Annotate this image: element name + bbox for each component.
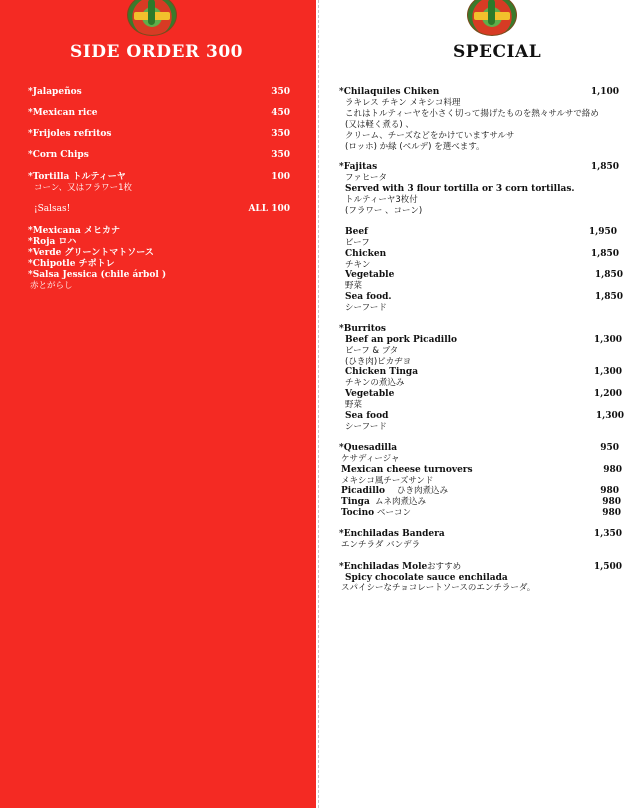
quesadilla-name: *Quesadilla (339, 443, 398, 453)
quesadilla-sub: ケサディージャ (341, 454, 400, 464)
chilaquiles-line: クリーム、チーズなどをかけていますサルサ (345, 131, 515, 141)
restaurant-logo-icon (127, 0, 177, 36)
burritos-seafood: Sea food (345, 411, 389, 421)
quesadilla-turnovers: Mexican cheese turnovers (341, 465, 473, 475)
enchiladas-bandera-price: 1,350 (593, 529, 622, 539)
fajitas-sub: ファヒータ (345, 173, 387, 183)
burritos-tinga-price: 1,300 (593, 367, 622, 377)
chips-price: 350 (271, 150, 290, 160)
jalapenos-name: *Jalapeños (28, 87, 82, 97)
chilaquiles-line: ラキレス チキン メキシコ料理 (345, 98, 461, 108)
side-order-panel (0, 0, 316, 808)
salsa-roja: *Roja ロハ (28, 237, 77, 247)
special-title: SPECIAL (453, 42, 542, 62)
quesadilla-picadillo-price: 980 (600, 486, 619, 496)
burritos-vegetable: Vegetable (345, 389, 395, 399)
fajitas-desc: Served with 3 flour tortilla or 3 corn tortillas. (345, 184, 575, 194)
fajitas-chicken-jp: チキン (345, 260, 371, 270)
tortilla-sub: コーン、又はフラワー1枚 (34, 183, 133, 193)
enchiladas-mole-sub: スパイシーなチョコレートソースのエンチラーダ。 (341, 583, 536, 593)
burritos-picadillo-price: 1,300 (593, 335, 622, 345)
rice-name: *Mexican rice (28, 108, 98, 118)
burritos-picadillo-jp2: (ひき肉)ピカヂヨ (345, 357, 412, 367)
chilaquiles-line: (又は軽く煮る) 、 (345, 120, 414, 130)
quesadilla-turnovers-price: 980 (603, 465, 622, 475)
burritos-vegetable-jp: 野菜 (345, 400, 363, 410)
burritos-seafood-price: 1,300 (595, 411, 624, 421)
jalapenos-price: 350 (271, 87, 290, 97)
salsa-jessica-sub: 赤とがらし (30, 281, 73, 291)
special-panel (318, 0, 634, 808)
burritos-tinga-jp: チキンの煮込み (345, 378, 405, 388)
quesadilla-picadillo-jp: ひき肉煮込み (397, 486, 449, 496)
salsa-verde: *Verde グリーントマトソース (28, 248, 154, 258)
burritos-seafood-jp: シーフード (345, 422, 387, 432)
chilaquiles-name: *Chilaquiles Chiken (339, 87, 440, 97)
fajitas-chicken-price: 1,850 (590, 249, 619, 259)
salsa-chipotle: *Chipotle チポトレ (28, 259, 115, 269)
fajitas-beef: Beef (345, 227, 368, 237)
enchiladas-bandera-name: *Enchiladas Bandera (339, 529, 445, 539)
quesadilla-tinga-jp: ムネ肉煮込み (375, 497, 427, 507)
fajitas-vegetable-price: 1,850 (594, 270, 623, 280)
enchiladas-mole-jp: おすすめ (427, 562, 462, 572)
enchiladas-mole-price: 1,500 (593, 562, 622, 572)
fajitas-sub: (フラワー 、コーン) (345, 206, 423, 216)
restaurant-logo-icon (467, 0, 517, 36)
chilaquiles-line: これはトルティーヤを小さく切って揚げたものを熱々サルサで絡め (345, 109, 599, 119)
fajitas-beef-price: 1,950 (588, 227, 617, 237)
chilaquiles-price: 1,100 (590, 87, 619, 97)
enchiladas-bandera-sub: エンチラダ バンデラ (341, 540, 421, 550)
tortilla-name: *Tortilla トルティーヤ (28, 172, 126, 182)
burritos-picadillo-jp: ビーフ & ブタ (345, 346, 399, 356)
burritos-vegetable-price: 1,200 (593, 389, 622, 399)
frijoles-price: 350 (271, 129, 290, 139)
quesadilla-tocino-jp: ベーコン (377, 508, 412, 518)
burritos-picadillo: Beef an pork Picadillo (345, 335, 458, 345)
fajitas-beef-jp: ビーフ (345, 238, 370, 248)
fajitas-seafood-jp: シーフード (345, 303, 387, 313)
fajitas-name: *Fajitas (339, 162, 378, 172)
salsa-jessica: *Salsa Jessica (chile árbol ) (28, 270, 167, 280)
fajitas-sub: トルティーヤ3枚付 (345, 195, 418, 205)
salsas-heading: ¡Salsas! (34, 204, 71, 214)
quesadilla-tinga: Tinga (341, 497, 370, 507)
burritos-name: *Burritos (339, 324, 386, 334)
fajitas-chicken: Chicken (345, 249, 387, 259)
chips-name: *Corn Chips (28, 150, 89, 160)
quesadilla-tinga-price: 980 (602, 497, 621, 507)
quesadilla-turnovers-jp: メキシコ風チーズサンド (341, 476, 434, 486)
tortilla-price: 100 (271, 172, 290, 182)
fajitas-seafood-price: 1,850 (594, 292, 623, 302)
quesadilla-tocino: Tocino (341, 508, 375, 518)
fajitas-vegetable-jp: 野菜 (345, 281, 363, 291)
chilaquiles-line: (ロッホ) か緑 (ベルデ) を選べます。 (345, 142, 485, 152)
enchiladas-mole-desc: Spicy chocolate sauce enchilada (345, 573, 508, 583)
fajitas-vegetable: Vegetable (345, 270, 395, 280)
enchiladas-mole-name: *Enchiladas Mole (339, 562, 428, 572)
salsa-mexicana: *Mexicana メヒカナ (28, 226, 120, 236)
frijoles-name: *Frijoles refritos (28, 129, 112, 139)
quesadilla-picadillo: Picadillo (341, 486, 386, 496)
rice-price: 450 (271, 108, 290, 118)
salsas-price: ALL 100 (248, 204, 290, 214)
quesadilla-price: 950 (600, 443, 619, 453)
fajitas-price: 1,850 (590, 162, 619, 172)
side-order-title: SIDE ORDER 300 (70, 42, 244, 62)
fajitas-seafood: Sea food. (345, 292, 392, 302)
burritos-tinga: Chicken Tinga (345, 367, 419, 377)
quesadilla-tocino-price: 980 (602, 508, 621, 518)
